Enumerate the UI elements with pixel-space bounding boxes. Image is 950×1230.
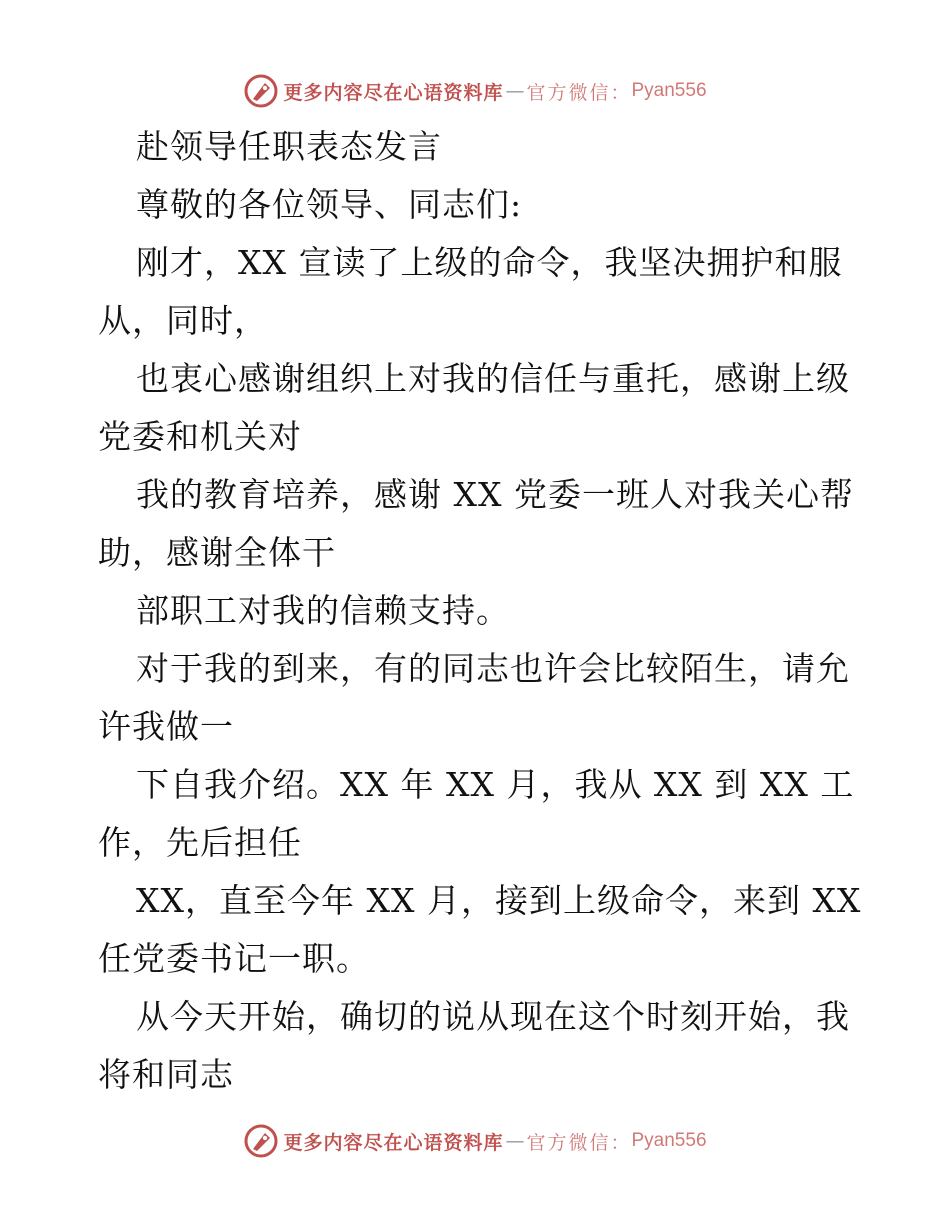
footer-watermark: [0, 1121, 950, 1161]
paragraph-line: 作，先后担任: [98, 823, 302, 862]
paragraph-line: 下自我介绍。XX 年 XX 月，我从 XX 到 XX 工: [136, 765, 855, 804]
watermark-wechat-id: Pyan556: [631, 80, 707, 101]
paragraph-line: 刚才，XX 宣读了上级的命令，我坚决拥护和服: [136, 243, 843, 282]
watermark-separator: —: [505, 1130, 525, 1152]
paragraph-line: 我的教育培养，感谢 XX 党委一班人对我关心帮: [136, 475, 854, 514]
paragraph-line: 对于我的到来，有的同志也许会比较陌生，请允: [136, 649, 850, 688]
paragraph-line: 从今天开始，确切的说从现在这个时刻开始，我: [136, 997, 850, 1036]
watermark-brand: 更多内容尽在心语资料库: [283, 1131, 504, 1154]
salutation: 尊敬的各位领导、同志们:: [136, 185, 523, 224]
document-title: 赴领导任职表态发言: [136, 127, 442, 166]
watermark-wechat-label: 官方微信：: [526, 81, 632, 104]
document-body: [98, 118, 862, 1104]
paragraph-line: 也衷心感谢组织上对我的信任与重托，感谢上级: [136, 359, 850, 398]
paragraph-line: 助，感谢全体干: [98, 533, 336, 572]
watermark-wechat-id: Pyan556: [631, 1130, 707, 1151]
header-watermark: [0, 71, 950, 111]
watermark-wechat-label: 官方微信：: [526, 1131, 632, 1154]
watermark-brand: 更多内容尽在心语资料库: [283, 81, 504, 104]
paragraph-line: 党委和机关对: [98, 417, 302, 456]
paragraph-line: 部职工对我的信赖支持。: [136, 591, 510, 630]
watermark-separator: —: [505, 80, 525, 102]
paragraph-line: 许我做一: [98, 707, 234, 746]
paragraph-line: 任党委书记一职。: [98, 939, 370, 978]
paragraph-line: 从，同时，: [98, 301, 268, 340]
pen-nib-logo-icon: [243, 1123, 279, 1159]
paragraph-line: XX，直至今年 XX 月，接到上级命令，来到 XX: [136, 881, 862, 920]
pen-nib-logo-icon: [243, 73, 279, 109]
paragraph-line: 将和同志: [98, 1055, 234, 1094]
